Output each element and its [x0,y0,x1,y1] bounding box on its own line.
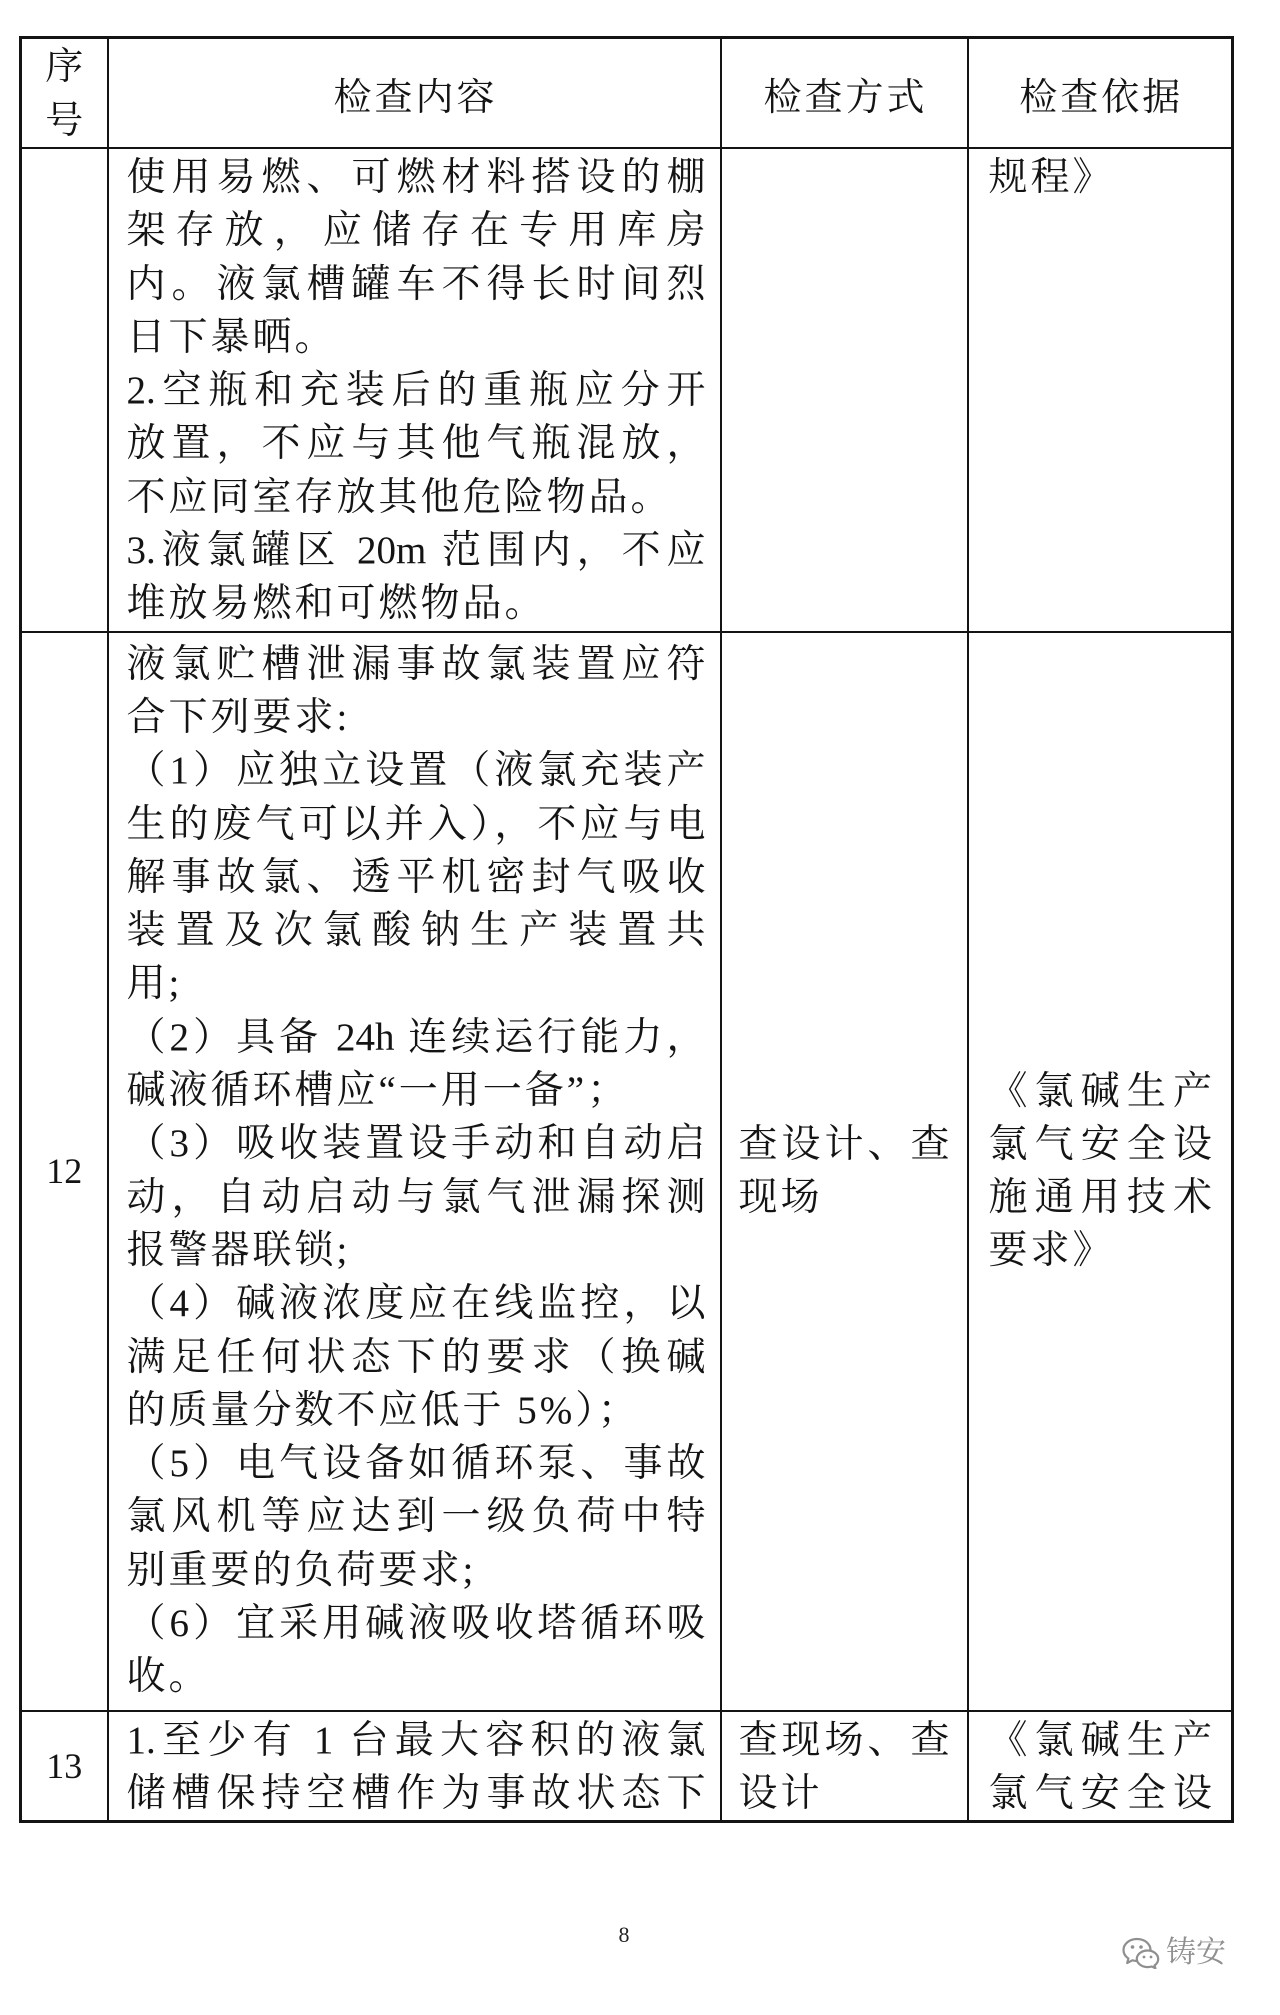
basis-cell [968,148,1233,632]
content-line: 氯风机等应达到一级负荷中特 [126,1495,706,1539]
table-row [21,1711,1233,1822]
page-number: 8 [618,1922,630,1947]
content-line: （5）电气设备如循环泵、事故 [126,1442,706,1486]
content-line: 架存放，应储存在专用库房 [126,209,706,253]
basis-cell [968,632,1233,1711]
content-line: 别重要的负荷要求; [126,1548,477,1592]
content-line: 生的废气可以并入），不应与电 [126,802,706,846]
inspection-table [19,36,1234,1823]
header-seq-cell [21,38,108,149]
content-line: 液氯贮槽泄漏事故氯装置应符 [126,642,706,686]
header-row [21,38,1233,149]
content-line: （6）宜采用碱液吸收塔循环吸 [126,1602,706,1646]
basis-line: 《氯碱生产 [988,1718,1212,1762]
method-line: 查现场、查 [738,1718,950,1762]
content-line: 动，自动启动与氯气泄漏探测 [126,1175,706,1219]
header-basis-label: 检查依据 [1019,74,1184,119]
content-line: 日下暴晒。 [126,315,337,359]
header-content-cell [108,38,721,149]
content-line: 3.液氯罐区 20m 范围内，不应 [126,529,706,573]
method-cell [721,632,968,1711]
basis-line: 《氯碱生产 [988,1069,1212,1113]
content-line: 收。 [126,1655,211,1699]
watermark-text: 铸安 [1166,1935,1226,1970]
header-basis-cell [968,38,1233,149]
header-seq-label: 序号 [45,44,84,142]
content-line: 报警器联锁; [126,1228,351,1272]
content-cell [108,148,721,632]
header-content-label: 检查内容 [333,74,498,119]
content-line: 储槽保持空槽作为事故状态下 [126,1771,706,1815]
basis-line: 氯气安全设 [988,1122,1212,1166]
row-seq-cell [21,148,108,632]
method-line: 现场 [738,1176,823,1220]
watermark [1122,1936,1226,1970]
content-cell [108,1711,721,1822]
method-cell [721,148,968,632]
content-line: 解事故氯、透平机密封气吸收 [126,855,706,899]
basis-line: 氯气安全设 [988,1771,1212,1815]
content-line: 的质量分数不应低于 5%）； [126,1388,640,1432]
basis-line: 施通用技术 [988,1176,1212,1220]
content-line: （1）应独立设置（液氯充装产 [126,749,706,793]
content-line: 不应同室存放其他危险物品。 [126,475,673,519]
content-line: （2）具备 24h 连续运行能力， [126,1015,706,1059]
method-line: 设计 [738,1771,823,1815]
content-line: （3）吸收装置设手动和自动启 [126,1122,706,1166]
content-line: 合下列要求: [126,695,351,739]
content-line: 使用易燃、可燃材料搭设的棚 [126,156,706,199]
table-row [21,148,1233,632]
row-seq-cell: 12 [21,632,108,1711]
header-method-label: 检查方式 [763,74,928,119]
header-method-cell [721,38,968,149]
basis-line: 规程》 [988,156,1115,199]
content-line: 堆放易燃和可燃物品。 [126,582,547,626]
wechat-icon [1122,1937,1160,1969]
content-line: 2.空瓶和充装后的重瓶应分开 [126,369,706,413]
content-line: 放置，不应与其他气瓶混放， [126,422,706,466]
content-line: 装置及次氯酸钠生产装置共 [126,909,706,953]
table-row [21,632,1233,1711]
method-cell [721,1711,968,1822]
method-line: 查设计、查 [738,1122,950,1166]
content-line: 内。液氯槽罐车不得长时间烈 [126,262,706,306]
basis-line: 要求》 [988,1229,1115,1273]
content-line: 满足任何状态下的要求（换碱 [126,1335,706,1379]
content-line: 1.至少有 1 台最大容积的液氯 [126,1718,706,1762]
basis-cell [968,1711,1233,1822]
content-line: （4）碱液浓度应在线监控，以 [126,1282,706,1326]
row-seq-cell: 13 [21,1711,108,1822]
content-line: 用; [126,962,183,1006]
content-line: 碱液循环槽应“一用一备”； [126,1069,630,1113]
content-cell [108,632,721,1711]
